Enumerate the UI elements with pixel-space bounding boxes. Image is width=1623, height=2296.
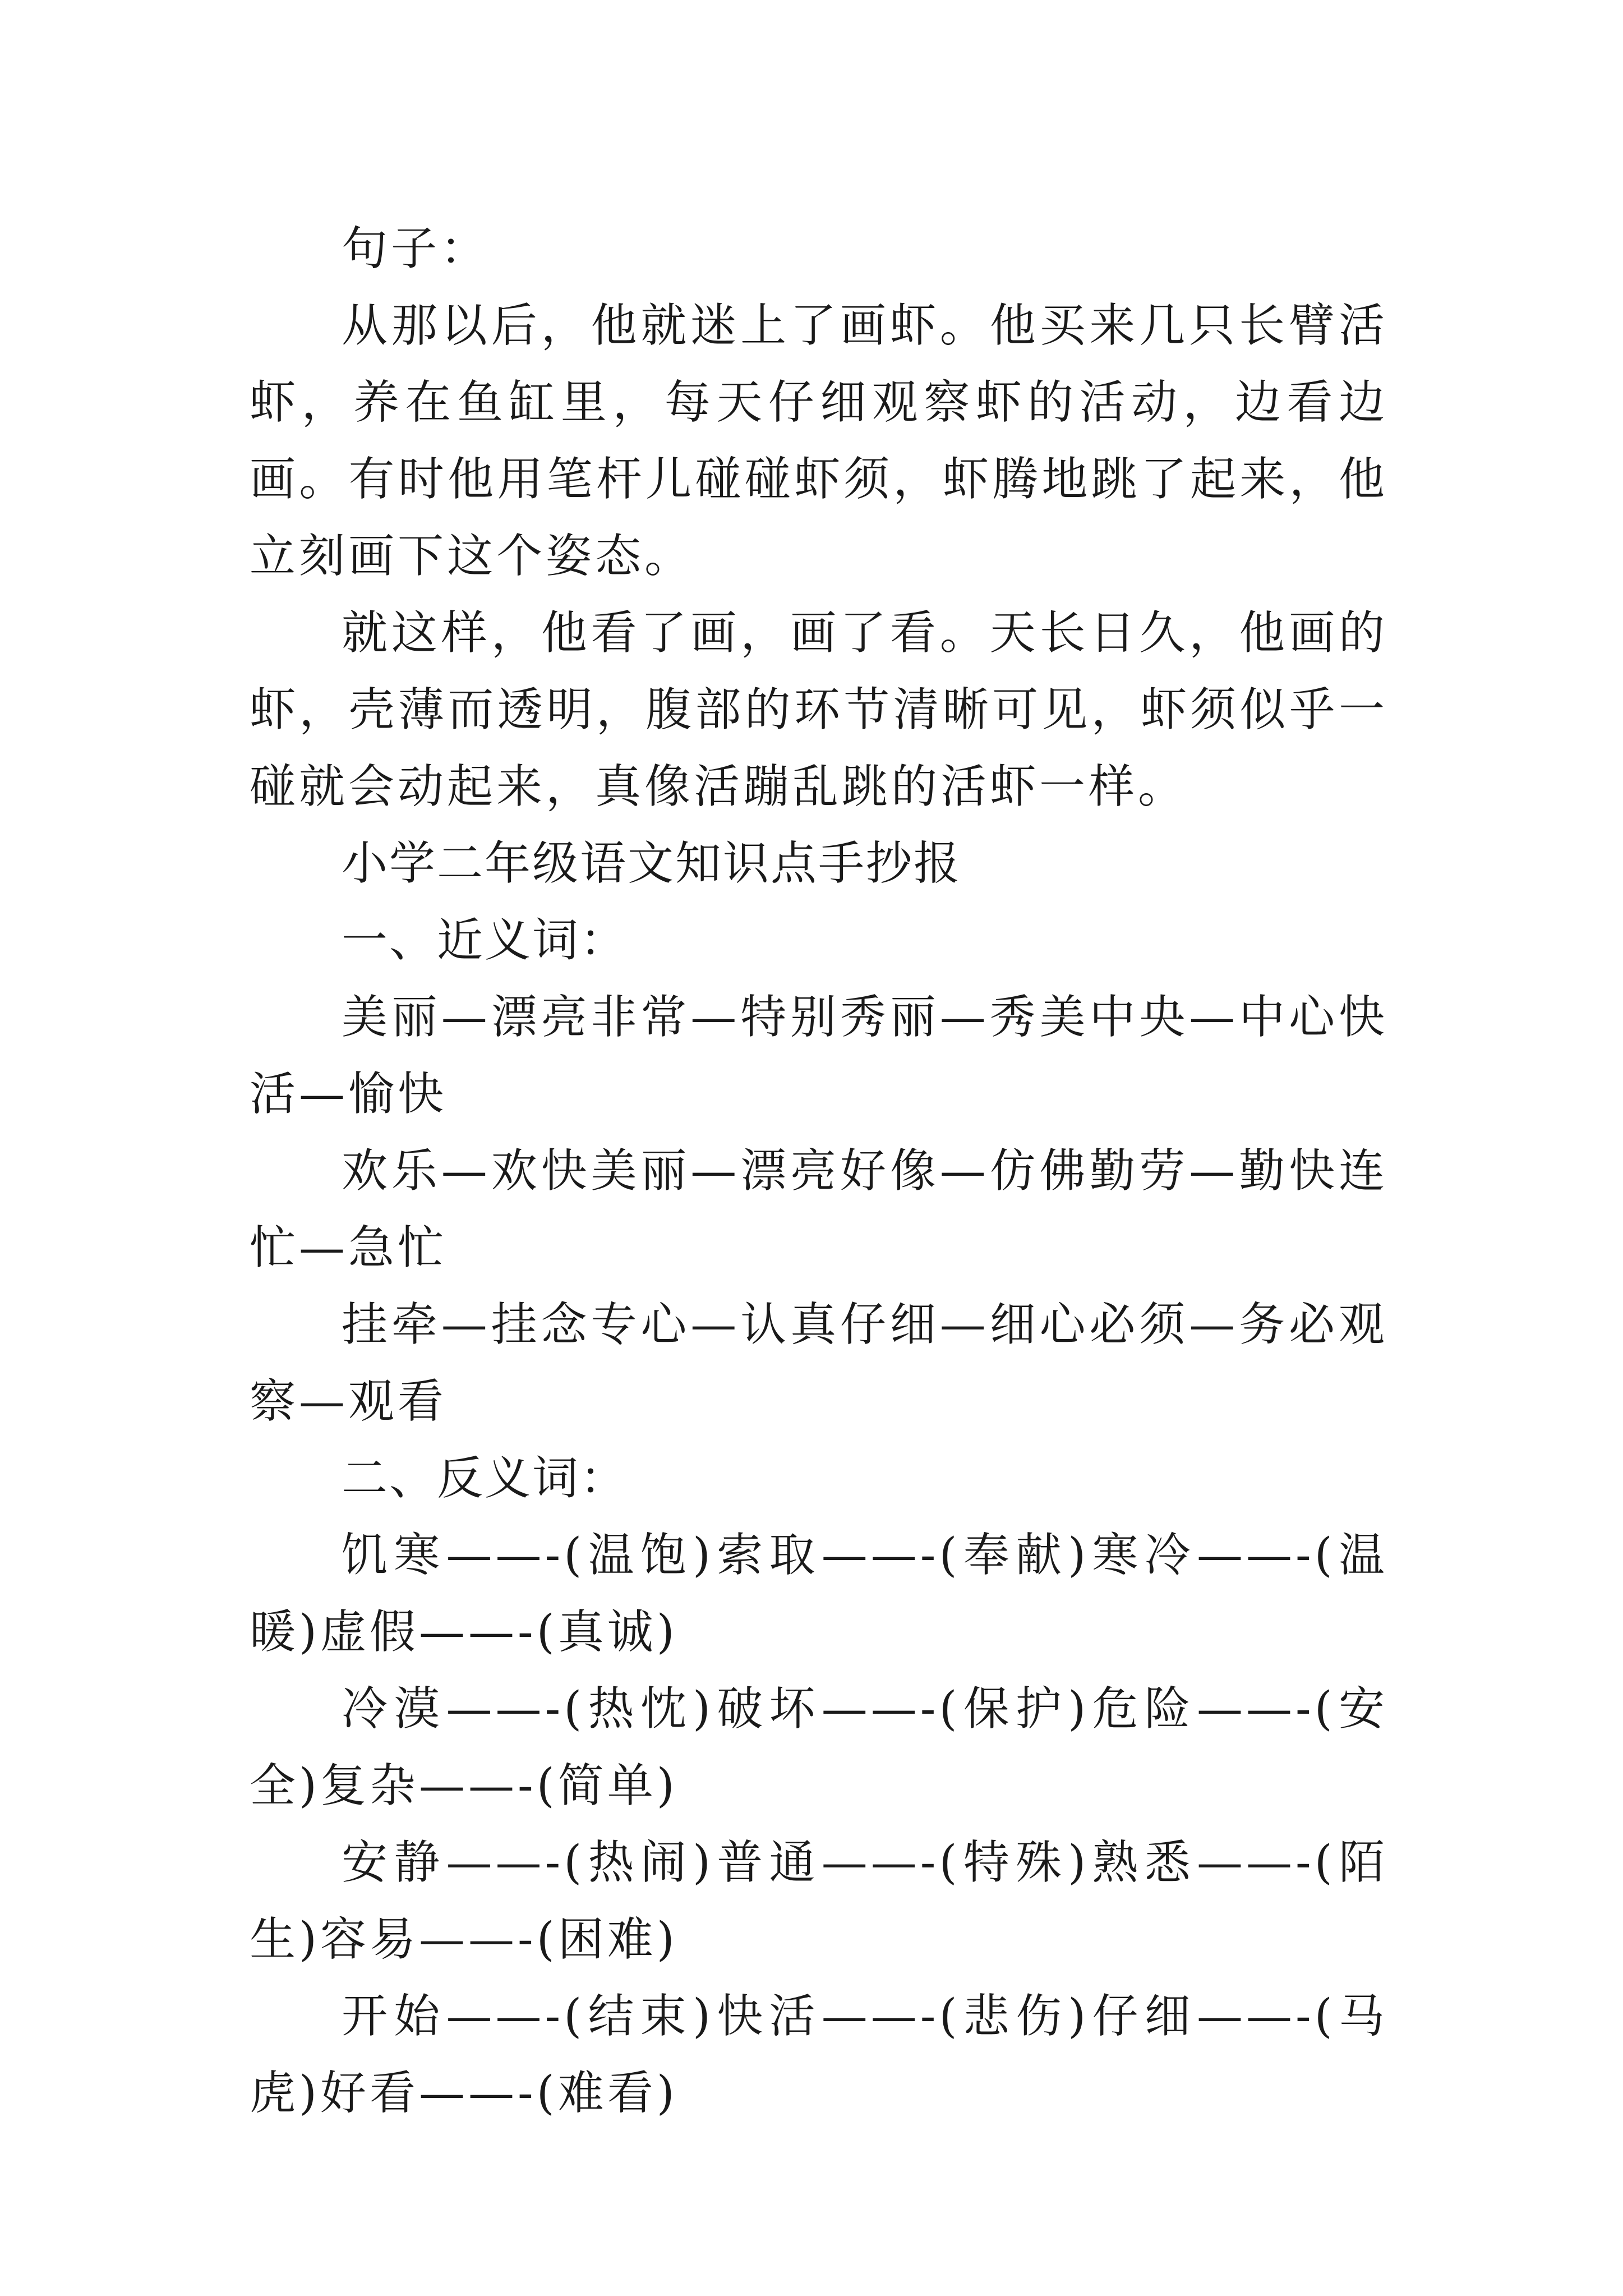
antonym-line-1: 饥寒——-(温饱)索取——-(奉献)寒冷——-(温暖)虚假——-(真诚) <box>250 1529 1388 1659</box>
story-paragraph-1: 从那以后，他就迷上了画虾。他买来几只长臂活虾，养在鱼缸里，每天仔细观察虾的活动，边看边画。有时他用笔杆儿碰碰虾须，虾腾地跳了起来，他立刻画下这个姿态。 <box>250 299 1388 583</box>
section-heading-antonyms: 二、反义词： <box>342 1452 628 1505</box>
synonym-line-1: 美丽—漂亮非常—特别秀丽—秀美中央—中心快活—愉快 <box>250 991 1388 1121</box>
story-paragraph-2: 就这样，他看了画，画了看。天长日久，他画的虾，壳薄而透明，腹部的环节清晰可见，虾须似乎一碰就会动起来，真像活蹦乱跳的活虾一样。 <box>250 606 1388 813</box>
section-label-sentences: 句子： <box>342 222 490 275</box>
antonym-line-2: 冷漠——-(热忱)破坏——-(保护)危险——-(安全)复杂——-(简单) <box>250 1682 1388 1812</box>
document-title: 小学二年级语文知识点手抄报 <box>342 837 962 890</box>
section-heading-synonyms: 一、近义词： <box>342 914 628 967</box>
document-page <box>250 210 1388 2132</box>
synonym-line-2: 欢乐—欢快美丽—漂亮好像—仿佛勤劳—勤快连忙—急忙 <box>250 1144 1388 1274</box>
synonym-line-3: 挂牵—挂念专心—认真仔细—细心必须—务必观察—观看 <box>250 1298 1388 1428</box>
antonym-line-3: 安静——-(热闹)普通——-(特殊)熟悉——-(陌生)容易——-(困难) <box>250 1836 1388 1966</box>
antonym-line-4: 开始——-(结束)快活——-(悲伤)仔细——-(马虎)好看——-(难看) <box>250 1990 1388 2120</box>
